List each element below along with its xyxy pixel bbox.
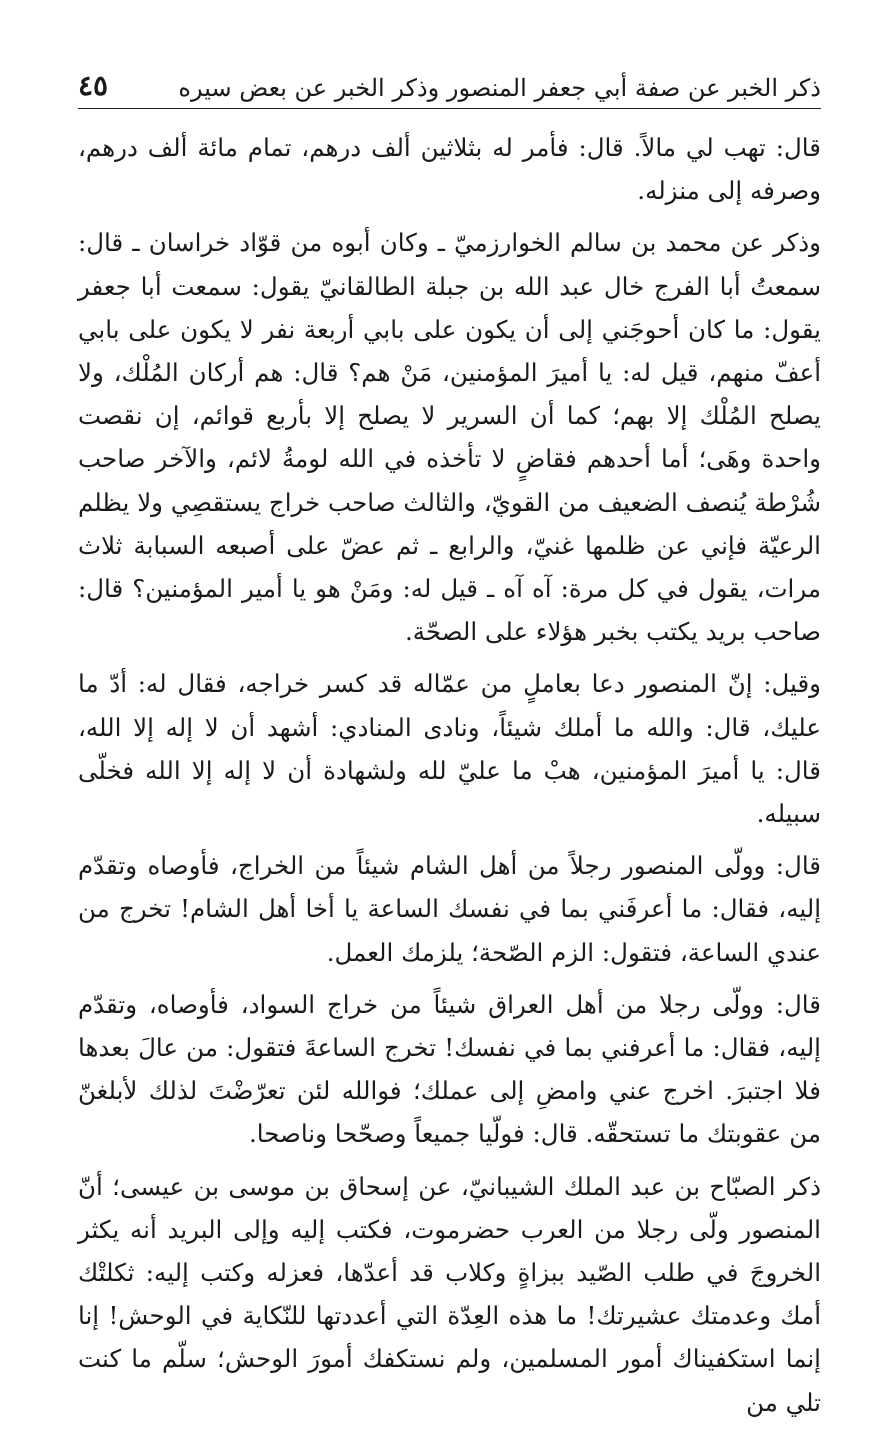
running-head-title: ذكر الخبر عن صفة أبي جعفر المنصور وذكر الخبر عن بعض سيره: [178, 74, 821, 102]
header-rule: [78, 108, 821, 109]
paragraph-4: قال: وولّى المنصور رجلاً من أهل الشام شيئاً من الخراج، فأوصاه وتقدّم إليه، فقال: ما أعرفَني بما في نفسك الساعة يا أخا أهل الشام! تخرج من عندي الساعة، فتقول: الزم الصّحة؛ يلزمك العمل.: [78, 851, 821, 967]
page-number: ٤٥: [78, 69, 109, 102]
paragraph-2: وذكر عن محمد بن سالم الخوارزميّ ـ وكان أبوه من قوّاد خراسان ـ قال: سمعتُ أبا الفرج خال عبد الله بن جبلة الطالقانيّ يقول: سمعت أبا جعفر يقول: ما كان أحوجَني إلى أن يكون على بابي أربعة نفر لا يكون على بابي أعفّ منهم، قيل له: يا أميرَ المؤمنين، مَنْ هم؟ قال: هم أركان المُلْك، ولا يصلح المُلْك إلا بهم؛ كما أن السرير لا يصلح إلا بأربع قوائم، إن نقصت واحدة وهَى؛ أما أحدهم فقاضٍ لا تأخذه في الله لومةُ لائم، والآخر صاحب شُرْطة يُنصف الضعيف من القويّ، والثالث صاحب خراج يستقصِي ولا يظلم الرعيّة فإني عن ظلمها غنيّ، والرابع ـ ثم عضّ على أصبعه السبابة ثلاث مرات، يقول في كل مرة: آه آه ـ قيل له: ومَنْ هو يا أمير المؤمنين؟ قال: صاحب بريد يكتب بخبر هؤلاء على الصحّة.: [78, 228, 821, 647]
paragraph-3: وقيل: إنّ المنصور دعا بعاملٍ من عمّاله قد كسر خراجه، فقال له: أدّ ما عليك، قال: والله ما أملك شيئاً، ونادى المنادي: أشهد أن لا إله إلا الله، قال: يا أميرَ المؤمنين، هبْ ما عليّ لله ولشهادة أن لا إله إلا الله فخلّى سبيله.: [78, 669, 821, 829]
paragraph-5: قال: وولّى رجلا من أهل العراق شيئاً من خراج السواد، فأوصاه، وتقدّم إليه، فقال: ما أعرفني بما في نفسك! تخرج الساعةَ فتقول: من عالَ بعدها فلا اجتبرَ. اخرج عني وامضِ إلى عملك؛ فوالله لئن تعرّضْتَ لذلك لأبلغنّ من عقوبتك ما تستحقّه. قال: فولّيا جميعاً وصحّحا وناصحا.: [78, 989, 821, 1149]
body-text: [78, 126, 821, 1433]
paragraph-1: قال: تهب لي مالاً. قال: فأمر له بثلاثين ألف درهم، تمام مائة ألف درهم، وصرفه إلى منزله.: [78, 133, 821, 206]
running-head: [78, 62, 821, 102]
paragraph-6: ذكر الصبّاح بن عبد الملك الشيبانيّ، عن إسحاق بن موسى بن عيسى؛ أنّ المنصور ولّى رجلا من العرب حضرموت، فكتب إليه وإلى البريد أنه يكثر الخروجَ في طلب الصّيد ببزاةٍ وكلاب قد أعدّها، فعزله وكتب إليه: ثكلتْك أمك وعدمتك عشيرتك! ما هذه العِدّة التي أعددتها للنّكاية في الوحش! إنا إنما استكفيناك أمور المسلمين، ولم نستكفك أمورَ الوحش؛ سلّم ما كنت تلي من: [78, 1171, 821, 1417]
